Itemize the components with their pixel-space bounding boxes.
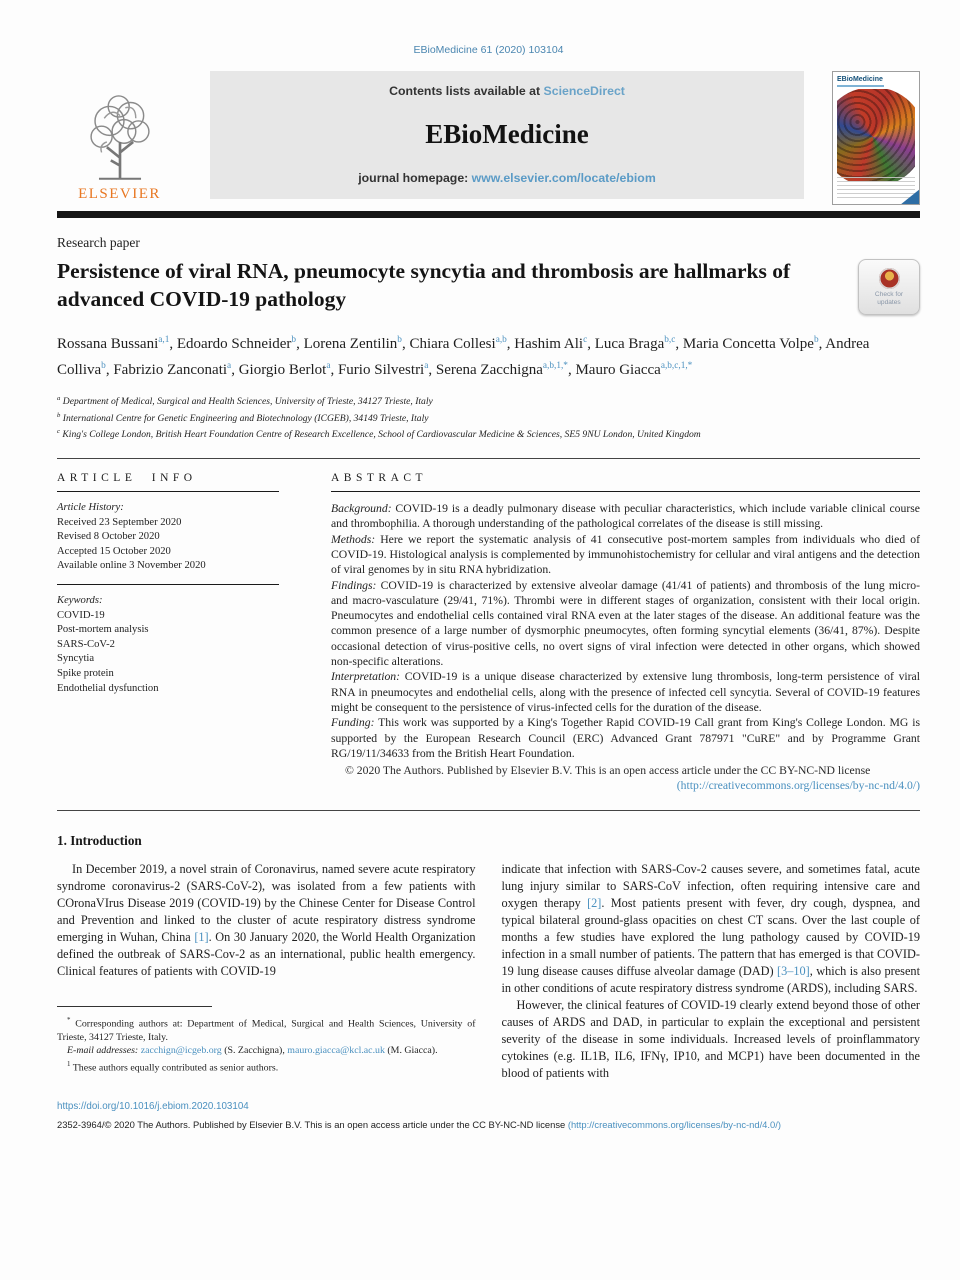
keyword-item: COVID-19 xyxy=(57,609,105,621)
author-affiliation-marker: b xyxy=(101,360,106,371)
article-info-rule xyxy=(57,491,279,492)
rule-below-abstract xyxy=(57,810,920,811)
reference-link[interactable]: [1] xyxy=(194,929,209,944)
author-name-text: Giorgio Berlot xyxy=(238,361,327,378)
author-name xyxy=(409,336,514,352)
author-affiliation-marker: a xyxy=(227,360,232,371)
author-name-text: Fabrizio Zanconati xyxy=(113,361,228,378)
keywords-list xyxy=(57,609,279,697)
author-name-text: Andrea Colliva xyxy=(57,336,870,378)
author-name-text: Rossana Bussani xyxy=(57,336,159,352)
corresponding-note xyxy=(57,1014,476,1044)
author-name-text: Luca Braga xyxy=(594,336,665,352)
author-name xyxy=(239,362,338,378)
authors-line xyxy=(57,330,920,381)
author-name-text: Lorena Zentilin xyxy=(303,336,398,352)
header-divider-bar xyxy=(57,211,920,218)
text-segment: indicate that infection with SARS-Cov-2 causes severe, and sometimes fatal, acute lung injury similar to SARS-CoV infection, often requiring intensive care and oxygen therapy xyxy=(501,861,920,910)
senior-authors-note xyxy=(57,1058,476,1075)
article-title: Persistence of viral RNA, pneumocyte syncytia and thrombosis are hallmarks of advanced COVID-19 pathology xyxy=(57,259,791,311)
affiliations xyxy=(57,392,920,442)
keyword-item: Endothelial dysfunction xyxy=(57,682,159,694)
affiliation-text: Department of Medical, Surgical and Health Sciences, University of Trieste, 34127 Trieste, Italy xyxy=(62,396,433,408)
article-history-label: Article History: xyxy=(57,502,124,514)
reference-link[interactable]: [2] xyxy=(587,895,602,910)
author-affiliation-marker: a xyxy=(424,360,429,371)
cover-image xyxy=(837,89,915,181)
text-segment: , which is also present in other conditions of acute respiratory distress syndrome (ARDS), including SARS. xyxy=(501,963,920,995)
intro-left-column xyxy=(57,861,476,1082)
abstract-paragraph xyxy=(331,532,920,578)
corresponding-marker: * xyxy=(67,1016,71,1024)
abstract-column xyxy=(331,472,920,794)
author-affiliation-marker: c xyxy=(583,335,588,345)
email-link-giacca[interactable]: mauro.giacca@kcl.ac.uk xyxy=(287,1045,385,1057)
abstract-paragraph xyxy=(331,669,920,715)
sciencedirect-link[interactable]: ScienceDirect xyxy=(543,84,625,98)
history-item: Revised 8 October 2020 xyxy=(57,531,160,543)
history-item: Available online 3 November 2020 xyxy=(57,560,206,572)
author-name-text: Mauro Giacca xyxy=(575,361,661,378)
reference-link[interactable]: [3–10] xyxy=(776,963,810,978)
history-item: Accepted 15 October 2020 xyxy=(57,545,171,557)
abstract-paragraph xyxy=(331,578,920,670)
footer-license-link[interactable]: (http://creativecommons.org/licenses/by-nc-nd/4.0/) xyxy=(567,1118,781,1130)
author-affiliation-marker: a xyxy=(326,360,331,371)
rule-above-info xyxy=(57,458,920,459)
article-history-list xyxy=(57,516,279,574)
author-name-text: Edoardo Schneider xyxy=(176,336,292,352)
keyword-item: SARS-CoV-2 xyxy=(57,638,115,650)
note-text: These authors equally contributed as senior authors. xyxy=(72,1062,279,1074)
author-name xyxy=(683,336,825,352)
author-name-text: Furio Silvestri xyxy=(337,361,425,378)
keywords-label: Keywords: xyxy=(57,595,103,607)
author-name-text: Chiara Collesi xyxy=(409,336,496,352)
text-segment: In December 2019, a novel strain of Coronavirus, named severe acute respiratory syndrome coronavirus-2 (SARS-CoV-2), was isolated from a few patients with COronaVIrus Disease 2019 (COVID-19) by the Chinese Center for Disease Control and Prevention and linked to the cluster of acute respiratory distress syndrome emerging in Wuhan, China xyxy=(57,861,476,944)
body-paragraph xyxy=(502,997,921,1082)
author-name xyxy=(595,336,683,352)
note-marker: 1 xyxy=(67,1060,71,1068)
author-name xyxy=(514,336,594,352)
contents-prefix: Contents lists available at xyxy=(389,84,544,98)
author-name xyxy=(113,362,238,378)
affiliation-text: International Centre for Genetic Engineering and Biotechnology (ICGEB), 34149 Trieste, Italy xyxy=(62,412,429,424)
doi-link[interactable]: https://doi.org/10.1016/j.ebiom.2020.103104 xyxy=(57,1100,249,1112)
article-type: Research paper xyxy=(57,235,140,250)
abstract-section-text: COVID-19 is a deadly pulmonary disease with peculiar characteristics, which include variable clinical course and thrombophilia. A thorough understanding of the pathological correlates of the disease is still missing. xyxy=(331,502,920,531)
elsevier-wordmark: ELSEVIER xyxy=(78,186,161,202)
check-for-updates-badge[interactable] xyxy=(858,259,920,315)
abstract-section-label: Methods: xyxy=(331,532,376,546)
contents-line xyxy=(389,84,625,98)
crossmark-icon xyxy=(879,268,900,289)
abstract-body xyxy=(331,501,920,761)
abstract-section-label: Interpretation: xyxy=(331,670,401,684)
introduction-heading: 1. Introduction xyxy=(57,832,142,848)
badge-label: Check for updates xyxy=(874,291,904,306)
body-paragraph xyxy=(502,861,921,997)
author-name-text: Serena Zacchigna xyxy=(435,361,543,378)
journal-homepage-link[interactable]: www.elsevier.com/locate/ebiom xyxy=(471,171,656,185)
affiliation-marker: c xyxy=(57,428,60,436)
abstract-rule xyxy=(331,491,920,492)
cover-blue-wedge xyxy=(900,189,920,205)
author-name-text: Maria Concetta Volpe xyxy=(682,336,814,352)
text-segment: . On 30 January 2020, the World Health Organization defined the outbreak of SARS-Cov-2 as an international, public health emergency. Clinical features of patients with COVID-19 xyxy=(57,929,476,978)
journal-cover-thumbnail xyxy=(832,71,920,205)
author-affiliation-marker: b,c xyxy=(664,335,676,345)
email1-suffix: (S. Zacchigna), xyxy=(221,1045,288,1057)
email-line xyxy=(57,1044,476,1058)
author-affiliation-marker: a,1 xyxy=(158,335,170,345)
journal-header xyxy=(57,71,920,205)
history-item: Received 23 September 2020 xyxy=(57,516,182,528)
intro-right-column xyxy=(502,861,921,1082)
affiliation xyxy=(57,409,920,426)
abstract-section-label: Findings: xyxy=(331,578,377,592)
text-segment: . Most patients present with fever, dry cough, dyspnea, and typical bilateral ground-glass opacities on chest CT scans. Over the last couple of months a few studies have explored the lung pathology caused by COVID-19 infection in a small number of patients. The pattern that has emerged is that COVID-19 lung disease causes diffuse alveolar damage (DAD) xyxy=(501,895,920,978)
article-info-heading: ARTICLE INFO xyxy=(57,472,197,485)
abstract-paragraph xyxy=(331,501,920,532)
corresponding-text: Corresponding authors at: Department of Medical, Surgical and Health Sciences, University of Trieste, 34127 Trieste, Italy. xyxy=(57,1018,476,1043)
footer-line xyxy=(57,1119,920,1130)
license-link[interactable]: (http://creativecommons.org/licenses/by-nc-nd/4.0/) xyxy=(676,779,920,793)
elsevier-logo xyxy=(57,71,182,205)
abstract-section-text: COVID-19 is a unique disease characterized by extensive lung thrombosis, long-term persistence of viral RNA in pneumocytes and endothelial cells, along with the presence of infected cell syncytia. Several of COVID-19 features might be consequent to the persistence of virus-infected cells for the duration of the disease. xyxy=(331,670,920,714)
author-affiliation-marker: a,b,1,* xyxy=(542,360,568,371)
affiliation-marker: b xyxy=(57,411,61,419)
keyword-item: Spike protein xyxy=(57,668,114,679)
author-name xyxy=(304,336,410,352)
author-affiliation-marker: b xyxy=(291,335,297,345)
elsevier-tree-icon xyxy=(80,92,160,184)
issn-copyright-text: 2352-3964/© 2020 The Authors. Published by Elsevier B.V. This is an open access article under the CC BY-NC-ND license xyxy=(57,1118,568,1130)
journal-ref: EBioMedicine 61 (2020) 103104 xyxy=(413,44,564,56)
copyright-line: © 2020 The Authors. Published by Elsevier B.V. This is an open access article under the CC BY-NC-ND license xyxy=(345,764,871,778)
keyword-item: Syncytia xyxy=(57,653,95,665)
author-name-text: Hashim Ali xyxy=(514,336,584,352)
footnote-rule xyxy=(57,1006,212,1007)
author-name xyxy=(57,336,177,352)
journal-title: EBioMedicine xyxy=(425,119,589,149)
abstract-paragraph xyxy=(331,715,920,761)
author-name xyxy=(575,362,692,378)
email-link-zacchigna[interactable]: zacchign@icgeb.org xyxy=(140,1045,222,1057)
journal-masthead xyxy=(210,71,804,199)
author-name xyxy=(177,336,304,352)
email2-suffix: (M. Giacca). xyxy=(384,1045,438,1057)
author-affiliation-marker: b xyxy=(813,335,819,345)
article-info-column xyxy=(57,472,279,794)
affiliation-text: King's College London, British Heart Foundation Centre of Research Excellence, School of Cardiovascular Medicine & Sciences, SE5 9NU London, United Kingdom xyxy=(62,429,701,441)
abstract-section-text: Here we report the systematic analysis of 41 consecutive post-mortem samples from individuals who died of COVID-19. Histological analysis is complemented by immunohistochemistry for cellular and viral antigens and the detection of viral genomes by in situ RNA hybridization. xyxy=(331,532,920,577)
page-footer xyxy=(57,1096,920,1130)
cover-microscopy-image xyxy=(837,89,915,181)
abstract-section-label: Funding: xyxy=(331,716,375,730)
abstract-section-label: Background: xyxy=(331,502,392,516)
affiliation xyxy=(57,425,920,442)
text-segment: However, the clinical features of COVID-19 clearly extend beyond those of other causes of ARDS and DAD, in particular to explain the exceptional and persistent severity of the disease in some individuals. Increased levels of proinflammatory cytokines (e.g. IL1B, IL6, IFNγ, IP10, and MCP1) have been documented in the blood of patients with xyxy=(501,997,920,1080)
author-name xyxy=(436,362,576,378)
body-paragraph xyxy=(57,861,476,980)
author-name xyxy=(338,362,436,378)
cover-title: EBioMedicine xyxy=(837,76,883,83)
keyword-item: Post-mortem analysis xyxy=(57,624,149,636)
author-affiliation-marker: a,b xyxy=(495,335,507,345)
homepage-prefix: journal homepage: xyxy=(358,171,472,185)
cover-rule xyxy=(837,85,884,87)
author-affiliation-marker: b xyxy=(397,335,402,345)
affiliation xyxy=(57,392,920,409)
author-affiliation-marker: a,b,c,1,* xyxy=(660,360,693,371)
affiliation-marker: a xyxy=(57,395,61,402)
footnote-block xyxy=(57,1006,476,1075)
history-keywords-divider xyxy=(57,584,279,585)
abstract-section-text: COVID-19 is characterized by extensive alveolar damage (41/41 of patients) and thrombosis of the lung micro- and macro-vasculature (29/41, 71%). Thrombi were in different stages of organization, consistent with their local origin. Pneumocytes and endothelial cells contained viral RNA even at the later stages of the disease. An additional feature was the common presence of a large number of dysmorphic pneumocytes, often forming syncytial elements (36/41, 87%). Despite occasional detection of virus-positive cells, no overt signs of viral infection were detected in other organs, which showed non-specific alterations. xyxy=(331,578,920,669)
abstract-heading: ABSTRACT xyxy=(331,472,428,485)
email-label: E-mail addresses: xyxy=(67,1045,139,1057)
abstract-section-text: This work was supported by a King's Together Rapid COVID-19 Call grant from King's College London. MG is supported by the European Research Council (ERC) Advanced Grant 787971 "CuRE" and by Programme Grant RG/19/11/34633 from the British Heart Foundation. xyxy=(331,716,920,760)
homepage-line xyxy=(358,171,656,185)
